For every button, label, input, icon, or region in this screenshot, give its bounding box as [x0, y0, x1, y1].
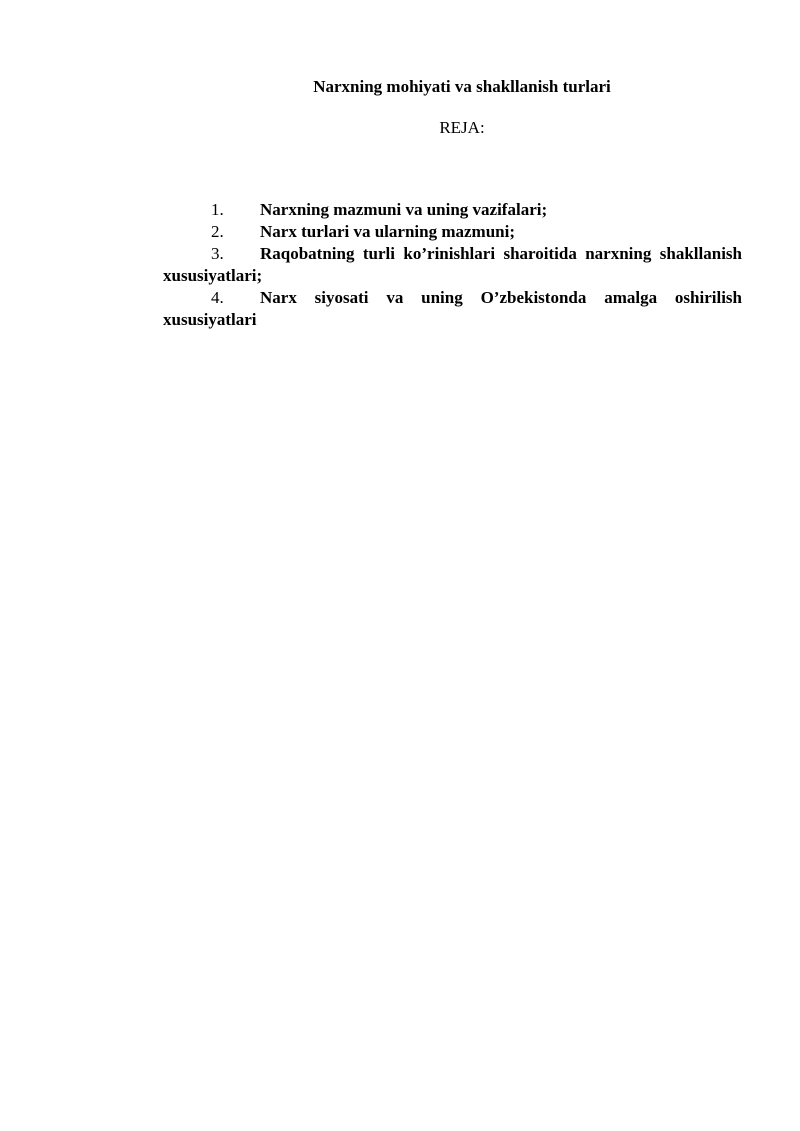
document-title: [160, 76, 742, 98]
plan-item-number: 4.: [211, 288, 224, 307]
plan-list: [163, 199, 742, 331]
plan-heading: [160, 117, 742, 139]
plan-item-text: Narx siyosati va uning O’zbekistonda amalga oshirilish xususiyatlari: [163, 288, 742, 329]
plan-item-text: Narxning mazmuni va uning vazifalari;: [260, 200, 548, 219]
plan-item-text: Narx turlari va ularning mazmuni;: [260, 222, 515, 241]
plan-item-4: [163, 287, 742, 331]
plan-item-number: 3.: [211, 244, 224, 263]
plan-heading-text: REJA:: [439, 118, 485, 137]
plan-item-2: [163, 221, 742, 243]
plan-item-3: [163, 243, 742, 287]
document-title-text: Narxning mohiyati va shakllanish turlari: [313, 77, 611, 96]
plan-item-number: 1.: [211, 200, 224, 219]
plan-item-text: Raqobatning turli ko’rinishlari sharoitida narxning shakllanish xususiyatlari;: [163, 244, 742, 285]
plan-item-number: 2.: [211, 222, 224, 241]
plan-item-1: [163, 199, 742, 221]
